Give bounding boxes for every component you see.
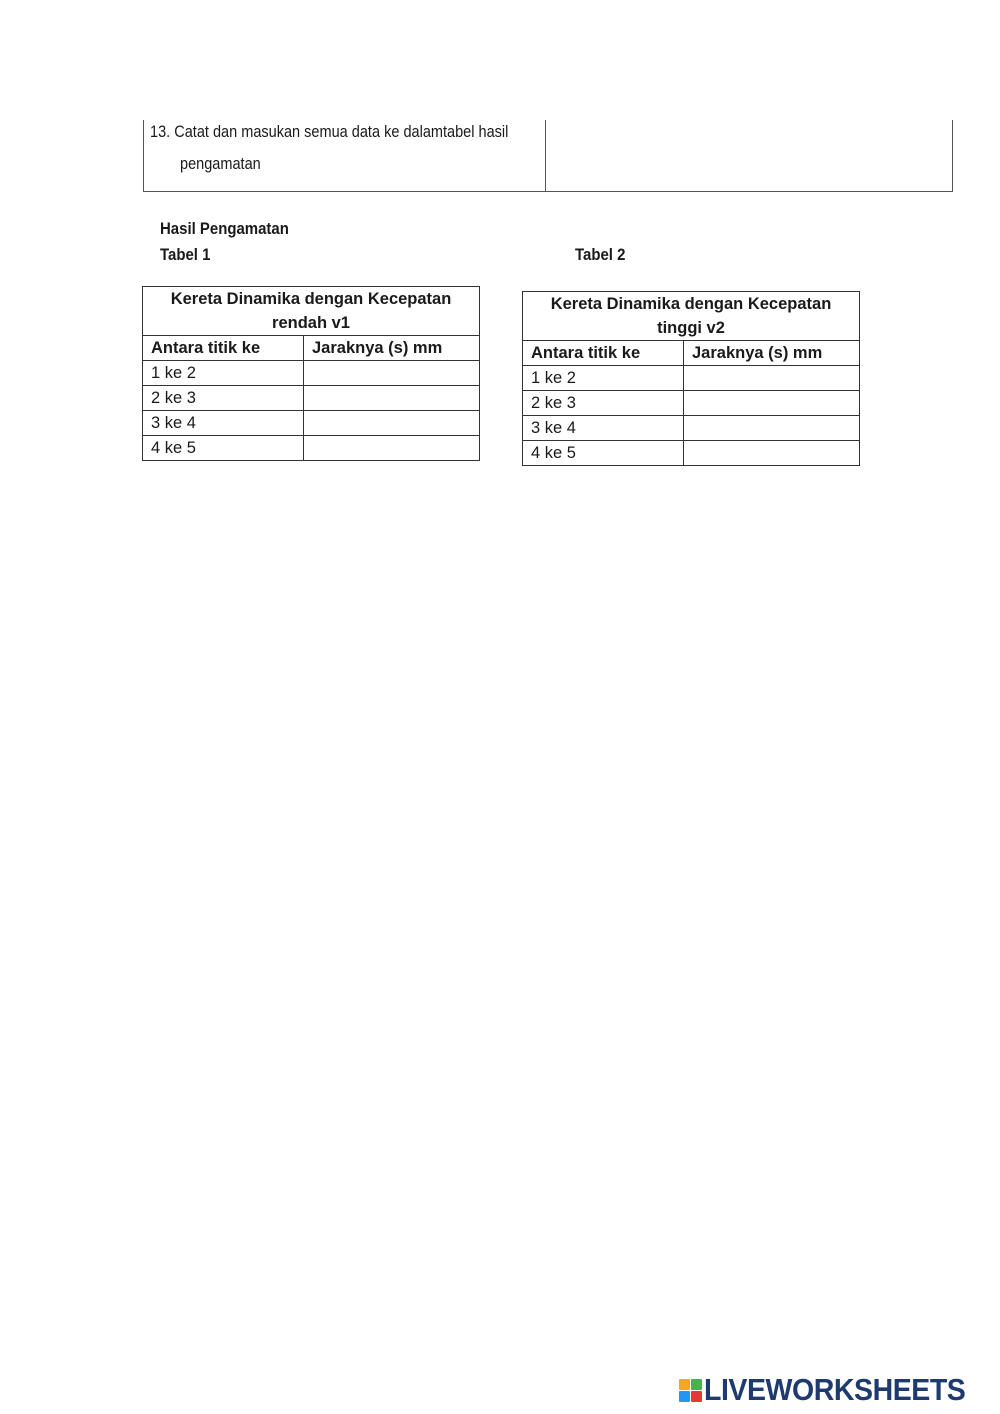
table-row bbox=[523, 441, 860, 466]
table2-answer-cell[interactable] bbox=[684, 441, 860, 466]
table2-title: Kereta Dinamika dengan Kecepatan tinggi v2 bbox=[523, 292, 860, 341]
logo-text: LIVEWORKSHEETS bbox=[703, 1372, 966, 1407]
table1 bbox=[142, 286, 480, 461]
step-text-line1: 13. Catat dan masukan semua data ke dalamtabel hasil bbox=[150, 123, 509, 141]
logo-square bbox=[691, 1379, 702, 1390]
table2-answer-cell[interactable] bbox=[684, 416, 860, 441]
table1-answer-cell[interactable] bbox=[304, 436, 480, 461]
logo-square bbox=[679, 1379, 690, 1390]
table-row bbox=[523, 416, 860, 441]
table1-answer-cell[interactable] bbox=[304, 386, 480, 411]
table-row bbox=[143, 361, 480, 386]
table2-row-label: 4 ke 5 bbox=[523, 441, 684, 466]
logo-square bbox=[679, 1391, 690, 1402]
step-text-line2: pengamatan bbox=[180, 155, 261, 173]
section-title: Hasil Pengamatan bbox=[160, 219, 289, 238]
table2-answer-cell[interactable] bbox=[684, 391, 860, 416]
table1-col2-header: Jaraknya (s) mm bbox=[304, 336, 480, 361]
liveworksheets-logo bbox=[679, 1374, 988, 1406]
table-row bbox=[523, 391, 860, 416]
table2-row-label: 1 ke 2 bbox=[523, 366, 684, 391]
table2-col1-header: Antara titik ke bbox=[523, 341, 684, 366]
table2-row-label: 2 ke 3 bbox=[523, 391, 684, 416]
table1-answer-cell[interactable] bbox=[304, 411, 480, 436]
table2-row-label: 3 ke 4 bbox=[523, 416, 684, 441]
table1-answer-cell[interactable] bbox=[304, 361, 480, 386]
table1-row-label: 2 ke 3 bbox=[143, 386, 304, 411]
table-row bbox=[523, 366, 860, 391]
table-row bbox=[143, 411, 480, 436]
instruction-step-box bbox=[143, 120, 953, 192]
table1-title: Kereta Dinamika dengan Kecepatan rendah v1 bbox=[143, 287, 480, 336]
table1-row-label: 1 ke 2 bbox=[143, 361, 304, 386]
logo-square bbox=[691, 1391, 702, 1402]
table2-col2-header: Jaraknya (s) mm bbox=[684, 341, 860, 366]
table2-label: Tabel 2 bbox=[575, 245, 626, 264]
table1-row-label: 4 ke 5 bbox=[143, 436, 304, 461]
table1-label: Tabel 1 bbox=[160, 245, 211, 264]
table-row bbox=[143, 436, 480, 461]
table2-answer-cell[interactable] bbox=[684, 366, 860, 391]
table-row bbox=[143, 386, 480, 411]
step-box-divider bbox=[545, 120, 546, 191]
table2 bbox=[522, 291, 860, 466]
table1-row-label: 3 ke 4 bbox=[143, 411, 304, 436]
logo-mark-icon bbox=[679, 1379, 701, 1401]
table1-col1-header: Antara titik ke bbox=[143, 336, 304, 361]
